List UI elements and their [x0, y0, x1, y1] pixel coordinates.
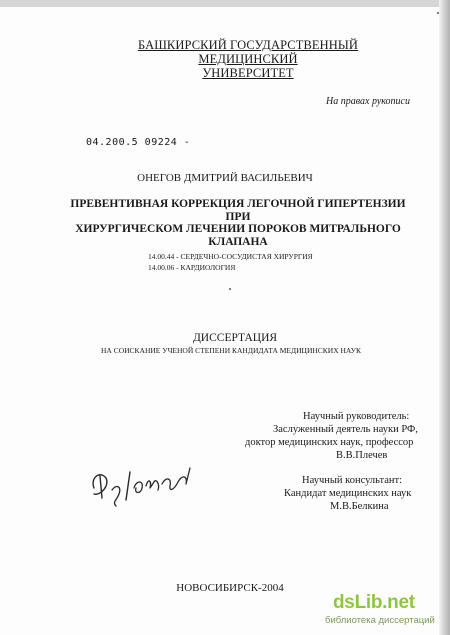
- university-line-2: УНИВЕРСИТЕТ: [202, 66, 294, 80]
- supervisor-label: Научный руководитель:: [303, 411, 410, 422]
- scan-speck: [437, 12, 439, 14]
- degree-line: НА СОИСКАНИЕ УЧЕНОЙ СТЕПЕНИ КАНДИДАТА МЕДИЦИНСКИХ НАУК: [101, 346, 361, 355]
- consultant-label: Научный консультант:: [302, 475, 403, 486]
- author-name: ОНЕГОВ ДМИТРИЙ ВАСИЛЬЕВИЧ: [137, 172, 313, 184]
- specialty-line: 14.00.44 - СЕРДЕЧНО-СОСУДИСТАЯ ХИРУРГИЯ: [148, 252, 313, 261]
- title-line-3: КЛАПАНА: [208, 235, 268, 248]
- handwritten-signature: [86, 448, 206, 518]
- university-line-1: БАШКИРСКИЙ ГОСУДАРСТВЕННЫЙ МЕДИЦИНСКИЙ: [137, 38, 358, 66]
- dslib-tagline: библиотека диссертаций: [325, 615, 435, 626]
- dslib-logo[interactable]: dsLib.net: [333, 592, 415, 613]
- consultant-block: [270, 474, 430, 513]
- dissertation-heading: ДИССЕРТАЦИЯ: [192, 332, 278, 344]
- supervisor-name: В.В.Плечев: [336, 450, 388, 461]
- city-year: НОВОСИБИРСК-2004: [176, 582, 284, 594]
- consultant-title: Кандидат медицинских наук: [284, 488, 412, 499]
- university-name: [98, 38, 398, 80]
- dissertation-title: [68, 198, 408, 248]
- rights-note: На правах рукописи: [326, 96, 410, 107]
- scan-top-edge: [0, 0, 450, 7]
- specialty-line: 14.00.06 - КАРДИОЛОГИЯ: [148, 262, 236, 272]
- consultant-name: М.В.Белкина: [330, 501, 389, 512]
- dslib-watermark[interactable]: [325, 592, 445, 633]
- supervisor-title-1: Заслуженный деятель науки РФ,: [273, 424, 418, 435]
- supervisor-title-2: доктор медицинских наук, профессор: [245, 437, 414, 448]
- supervisor-block: [215, 410, 425, 462]
- registration-number: 04.200.5 09224 -: [86, 137, 191, 148]
- title-line-2: ХИРУРГИЧЕСКОМ ЛЕЧЕНИИ ПОРОКОВ МИТРАЛЬНОГО: [75, 223, 401, 235]
- specialty-codes: [148, 252, 313, 273]
- scan-speck: [229, 288, 231, 290]
- scan-right-edge: [439, 0, 450, 635]
- title-line-1: ПРЕВЕНТИВНАЯ КОРРЕКЦИЯ ЛЕГОЧНОЙ ГИПЕРТЕНЗИИ ПРИ: [70, 198, 406, 223]
